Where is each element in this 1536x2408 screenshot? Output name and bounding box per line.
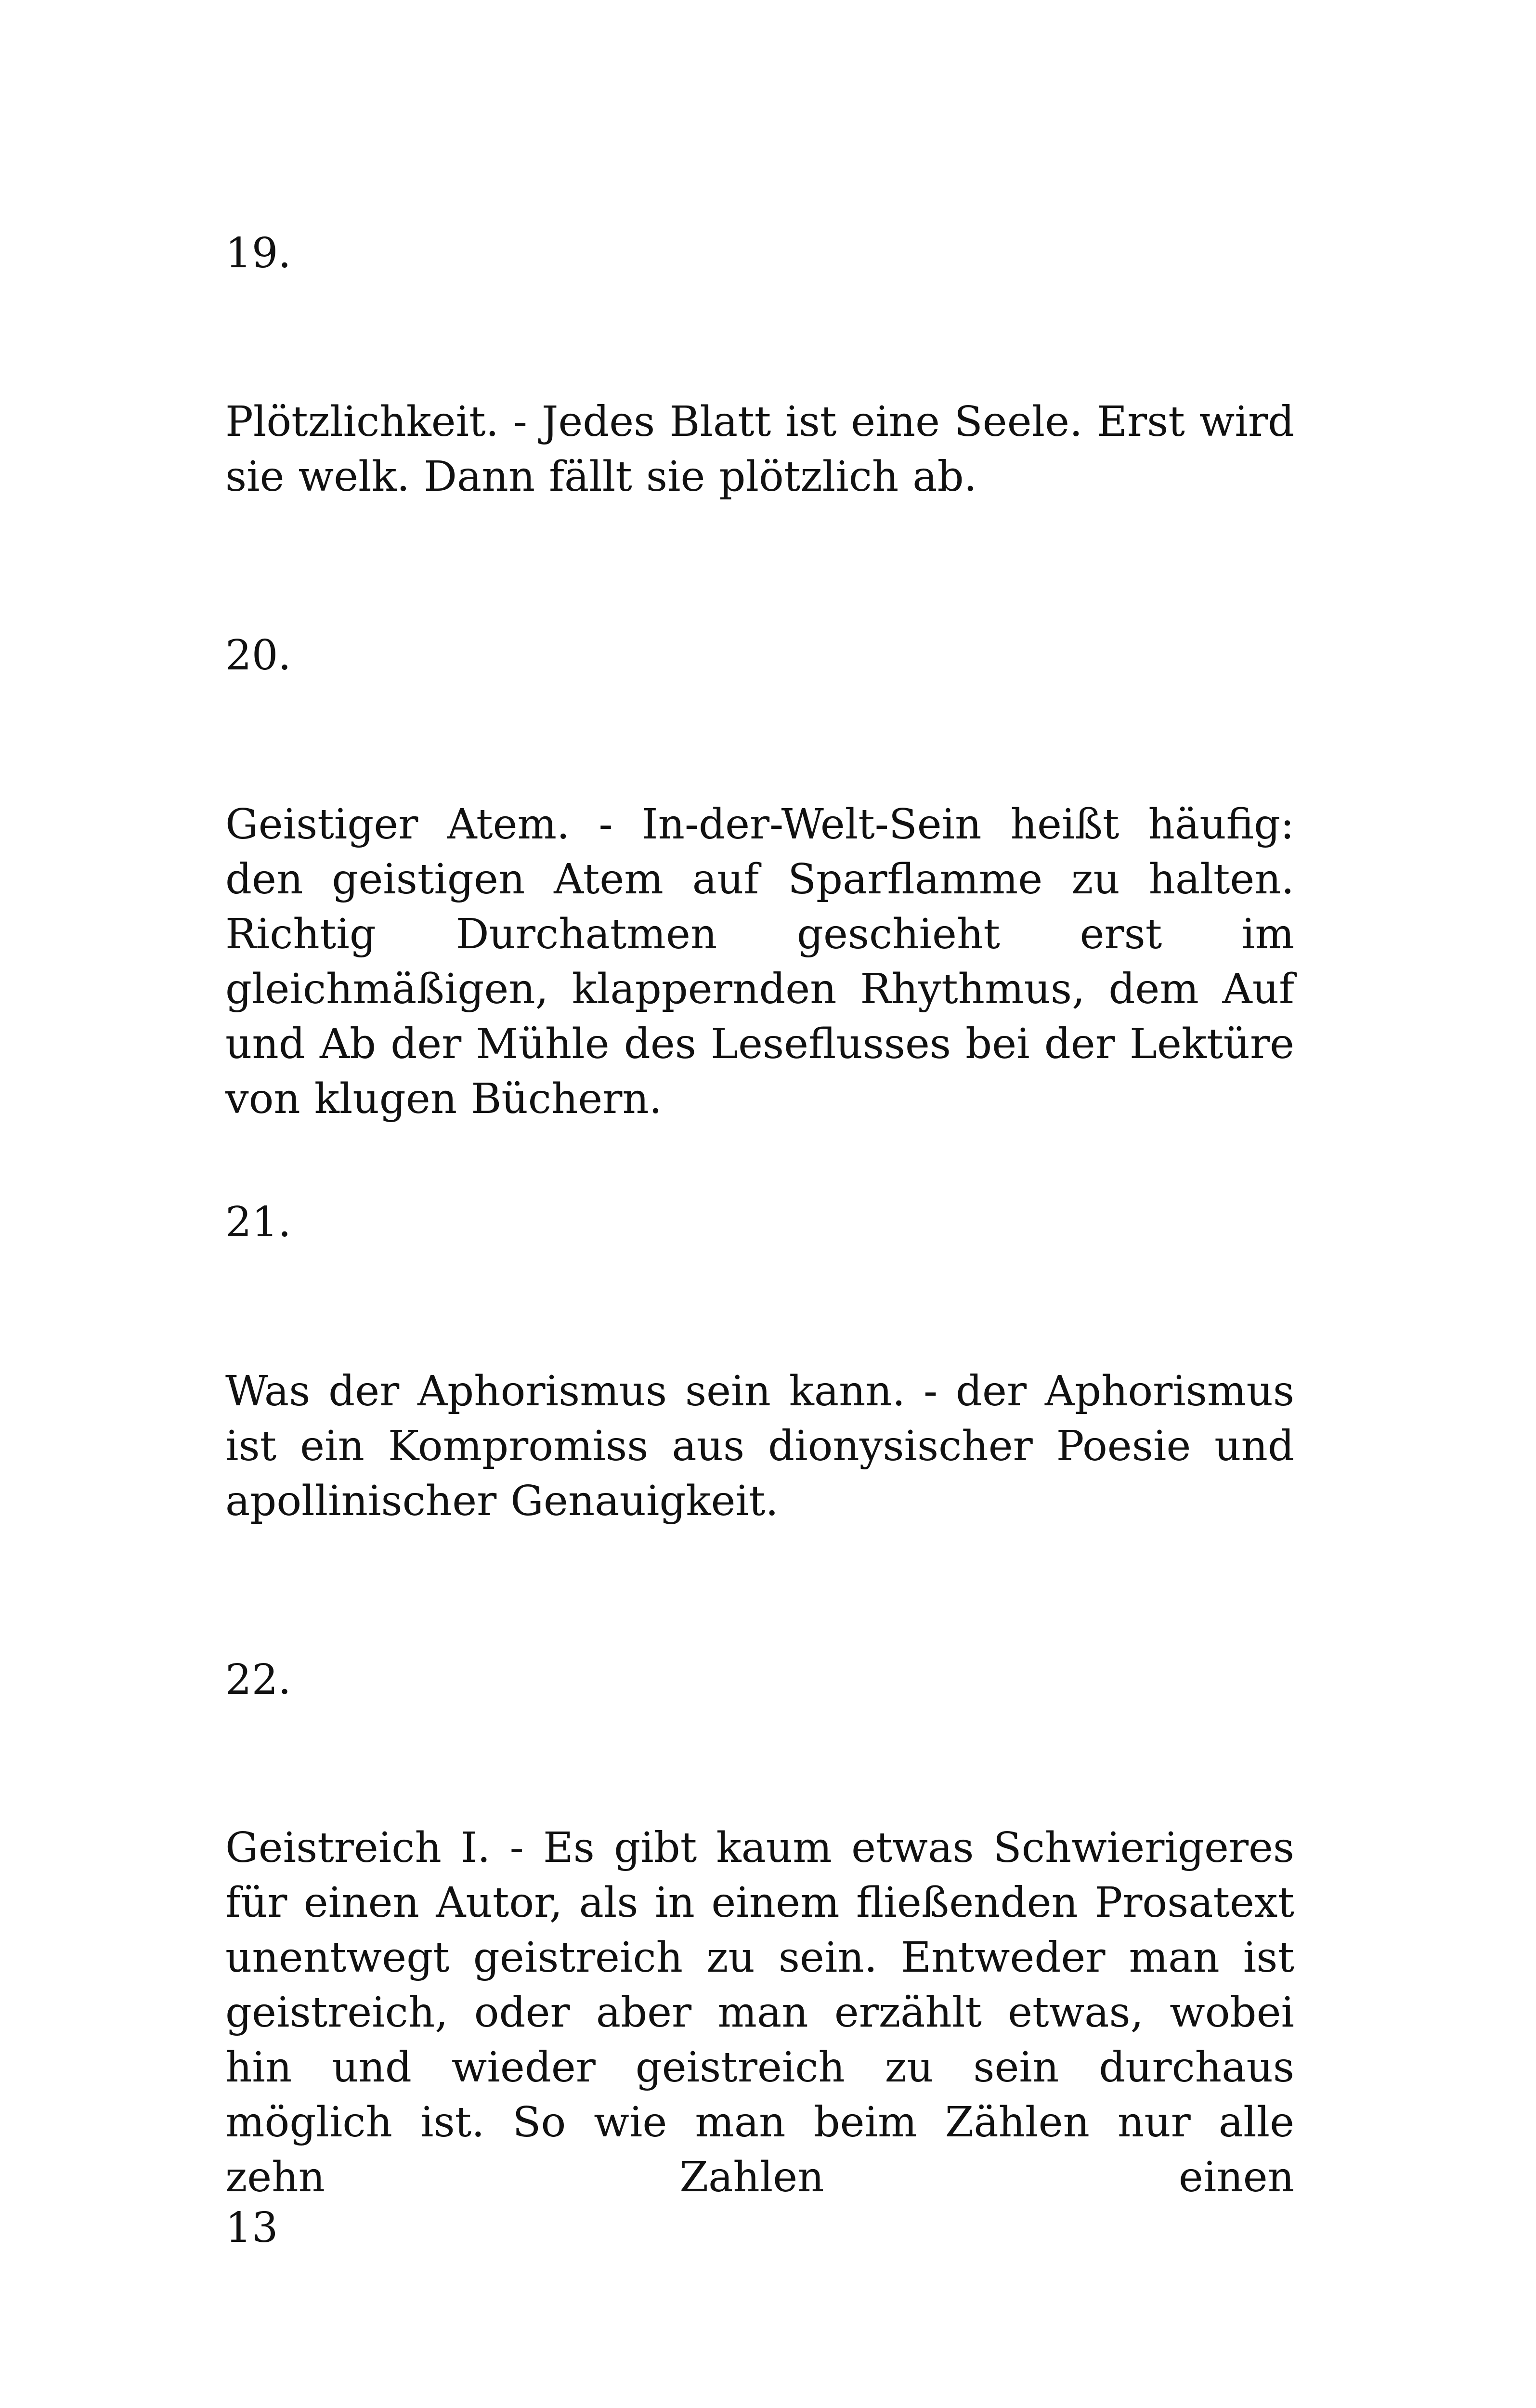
page-number: 13 [225, 2204, 278, 2252]
entry-text-20: Geistiger Atem. - In-der-Welt-Sein heißt häufig: den geistigen Atem auf Sparflamme zu halten. Richtig Durchatmen geschieht erst im gleichmäßigen, klappernden Rhythmus, dem Auf und Ab der Mühle des Leseflusses bei der Lektüre von klugen Büchern. [225, 800, 1294, 1123]
entry-text-19: Plötzlichkeit. - Jedes Blatt ist eine Seele. Erst wird sie welk. Dann fällt sie plötzlich ab. [225, 398, 1294, 501]
entry-number-19: 19. [225, 229, 291, 277]
entry-number-22: 22. [225, 1656, 291, 1704]
entry-number-21: 21. [225, 1198, 291, 1246]
entry-text-22: Geistreich I. - Es gibt kaum etwas Schwierigeres für einen Autor, als in einem fließenden Prosatext unentwegt geistreich zu sein. Entweder man ist geistreich, oder aber man erzählt etwas, wobei hin und wieder geistreich zu sein durchaus möglich ist. So wie man beim Zählen nur alle zehn Zahlen einen [225, 1824, 1294, 2201]
entry-number-20: 20. [225, 631, 291, 680]
entry-text-21: Was der Aphorismus sein kann. - der Aphorismus ist ein Kompromiss aus dionysischer Poesie und apollinischer Genauigkeit. [225, 1367, 1294, 1525]
